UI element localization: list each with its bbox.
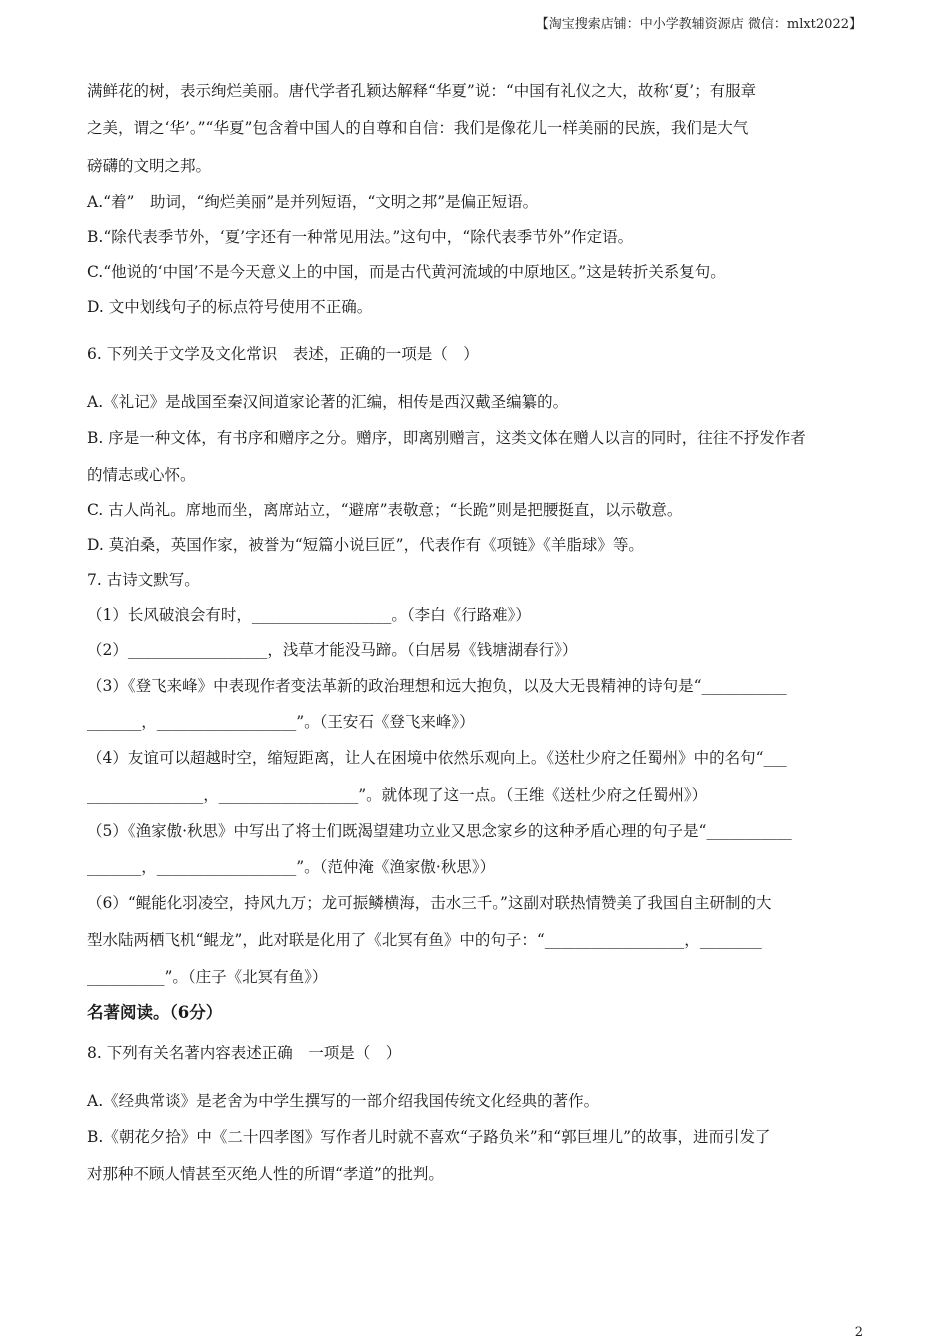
subquestion-1: （1）长风破浪会有时，__________________。（李白《行路难》） <box>87 606 531 624</box>
text-line: 磅礴的文明之邦。 <box>87 157 212 175</box>
subquestion-2: （2）__________________，浅草才能没马蹄。（白居易《钱塘湖春行》） <box>87 641 578 659</box>
question-6: 6. 下列关于文学及文化常识 表述，正确的一项是（ ） <box>87 345 479 363</box>
text-line: 型水陆两栖飞机“鲲龙”，此对联是化用了《北冥有鱼》中的句子：“__________________，________ <box>87 931 762 949</box>
text-line: 的情志或心怀。 <box>87 466 196 484</box>
page-number: 2 <box>854 1325 863 1340</box>
option-b: B.《朝花夕拾》中《二十四孝图》写作者儿时就不喜欢“子路负米”和“郭巨埋儿”的故事，进而引发了 <box>87 1128 771 1146</box>
subquestion-3: （3）《登飞来峰》中表现作者变法革新的政治理想和远大抱负，以及大无畏精神的诗句是“___________ <box>87 677 787 695</box>
option-b: B. 序是一种文体，有书序和赠序之分。赠序，即离别赠言，这类文体在赠人以言的同时，往往不抒发作者 <box>87 429 806 447</box>
option-a: A.“着” 助词，“绚烂美丽”是并列短语，“文明之邦”是偏正短语。 <box>87 193 539 211</box>
text-line: 满鲜花的树，表示绚烂美丽。唐代学者孔颖达解释“华夏”说：“中国有礼仪之大，故称‘夏’；有服章 <box>87 82 757 100</box>
option-a: A.《礼记》是战国至秦汉间道家论著的汇编，相传是西汉戴圣编纂的。 <box>87 393 569 411</box>
shop-header: 【淘宝搜索店铺：中小学教辅资源店 微信：mlxt2022】 <box>535 17 862 32</box>
option-c: C.“他说的‘中国’不是今天意义上的中国，而是古代黄河流域的中原地区。”这是转折关系复句。 <box>87 263 726 281</box>
text-line: _______，__________________”。（王安石《登飞来峰》） <box>87 713 475 731</box>
text-line: 之美，谓之‘华’。”“华夏”包含着中国人的自尊和自信：我们是像花儿一样美丽的民族，我们是大气 <box>87 119 749 137</box>
text-line: 对那种不顾人情甚至灭绝人性的所谓“孝道”的批判。 <box>87 1165 444 1183</box>
text-line: __________”。（庄子《北冥有鱼》） <box>87 968 328 986</box>
option-c: C. 古人尚礼。席地而坐，离席站立，“避席”表敬意；“长跪”则是把腰挺直，以示敬意。 <box>87 501 683 519</box>
section-heading: 名著阅读。（6分） <box>87 1003 223 1022</box>
option-d: D. 文中划线句子的标点符号使用不正确。 <box>87 298 373 316</box>
question-7: 7. 古诗文默写。 <box>87 571 200 589</box>
question-8: 8. 下列有关名著内容表述正确 一项是（ ） <box>87 1044 402 1062</box>
subquestion-6: （6）“鲲能化羽凌空，持风九万；龙可振鳞横海，击水三千。”这副对联热情赞美了我国自主研制的大 <box>87 894 772 912</box>
subquestion-4: （4）友谊可以超越时空，缩短距离，让人在困境中依然乐观向上。《送杜少府之任蜀州》中的名句“___ <box>87 749 787 767</box>
text-line: _______________，__________________”。就体现了这一点。（王维《送杜少府之任蜀州》） <box>87 786 708 804</box>
option-a: A.《经典常谈》是老舍为中学生撰写的一部介绍我国传统文化经典的著作。 <box>87 1092 600 1110</box>
text-line: _______，__________________”。（范仲淹《渔家傲·秋思》） <box>87 858 496 876</box>
option-b: B.“除代表季节外，‘夏’字还有一种常见用法。”这句中，“除代表季节外”作定语。 <box>87 228 634 246</box>
subquestion-5: （5）《渔家傲·秋思》中写出了将士们既渴望建功立业又思念家乡的这种矛盾心理的句子是“___________ <box>87 822 792 840</box>
option-d: D. 莫泊桑，英国作家，被誉为“短篇小说巨匠”，代表作有《项链》《羊脂球》等。 <box>87 536 644 554</box>
